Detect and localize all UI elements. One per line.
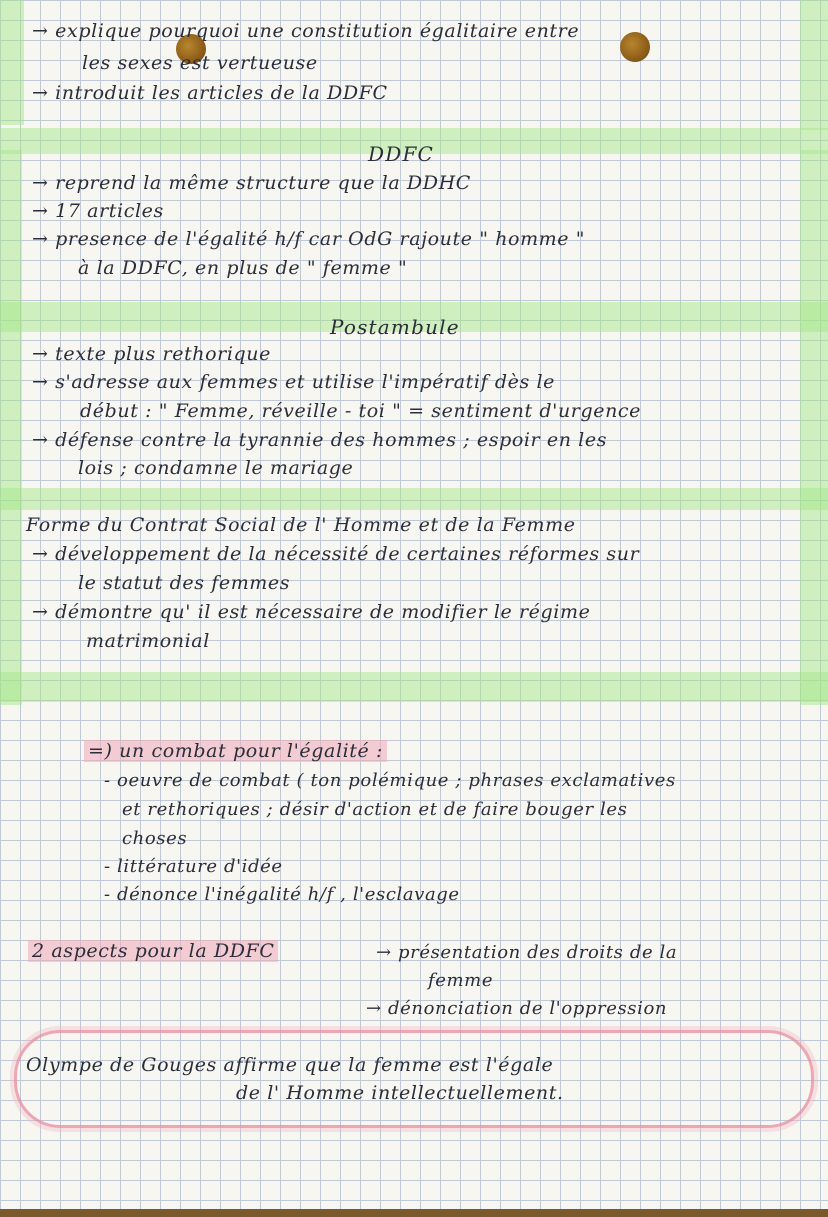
aspects-label	[28, 940, 278, 962]
page-bottom-edge	[0, 1209, 828, 1217]
combat-line-5: - dénonce l'inégalité h/f , l'esclavage	[104, 884, 460, 905]
highlight-band-right-top	[800, 0, 828, 130]
postambule-line-2: → s'adresse aux femmes et utilise l'impératif dès le	[32, 371, 555, 393]
combat-title	[84, 740, 387, 762]
combat-title-highlight: =) un combat pour l'égalité :	[84, 740, 387, 762]
postambule-line-5: lois ; condamne le mariage	[78, 457, 354, 479]
highlight-band-divider-4	[0, 672, 828, 702]
ddfc-heading: DDFC	[368, 142, 435, 166]
contrat-heading: Forme du Contrat Social de l' Homme et de la Femme	[26, 514, 576, 536]
combat-line-2: et rethoriques ; désir d'action et de faire bouger les	[122, 799, 628, 820]
intro-line-3: → introduit les articles de la DDFC	[32, 82, 388, 104]
intro-line-1: → explique pourquoi une constitution égalitaire entre	[32, 20, 580, 42]
conclusion-line-1: Olympe de Gouges affirme que la femme est l'égale	[26, 1054, 554, 1076]
combat-line-1: - oeuvre de combat ( ton polémique ; phrases exclamatives	[104, 770, 676, 791]
postambule-line-4: → défense contre la tyrannie des hommes ; espoir en les	[32, 429, 608, 451]
combat-line-4: - littérature d'idée	[104, 856, 283, 877]
contrat-line-2: le statut des femmes	[78, 572, 291, 594]
intro-line-2: les sexes est vertueuse	[82, 52, 318, 74]
binder-hole-right	[620, 32, 650, 62]
contrat-line-1: → développement de la nécessité de certaines réformes sur	[32, 543, 640, 565]
conclusion-line-2: de l' Homme intellectuellement.	[236, 1082, 564, 1104]
ddfc-line-3: → presence de l'égalité h/f car OdG rajoute " homme "	[32, 228, 586, 250]
ddfc-line-2: → 17 articles	[32, 200, 164, 222]
aspects-item-3: → dénonciation de l'oppression	[366, 998, 668, 1019]
aspects-label-highlight: 2 aspects pour la DDFC	[28, 940, 278, 962]
ddfc-line-1: → reprend la même structure que la DDHC	[32, 172, 471, 194]
contrat-line-3: → démontre qu' il est nécessaire de modifier le régime	[32, 601, 591, 623]
ddfc-line-4: à la DDFC, en plus de " femme "	[78, 257, 408, 279]
postambule-line-1: → texte plus rethorique	[32, 343, 271, 365]
postambule-heading: Postambule	[330, 315, 460, 339]
conclusion-cloud	[14, 1030, 814, 1128]
highlight-band-right-mid	[800, 150, 828, 705]
combat-line-3: choses	[122, 828, 188, 849]
highlight-band-divider-3	[0, 488, 828, 510]
highlight-band-left-mid	[0, 150, 22, 705]
aspects-item-1: → présentation des droits de la	[376, 942, 678, 963]
postambule-line-3: début : " Femme, réveille - toi " = sentiment d'urgence	[80, 400, 642, 422]
aspects-item-2: femme	[428, 970, 494, 991]
highlight-band-top	[0, 0, 24, 125]
contrat-line-4: matrimonial	[86, 630, 210, 652]
